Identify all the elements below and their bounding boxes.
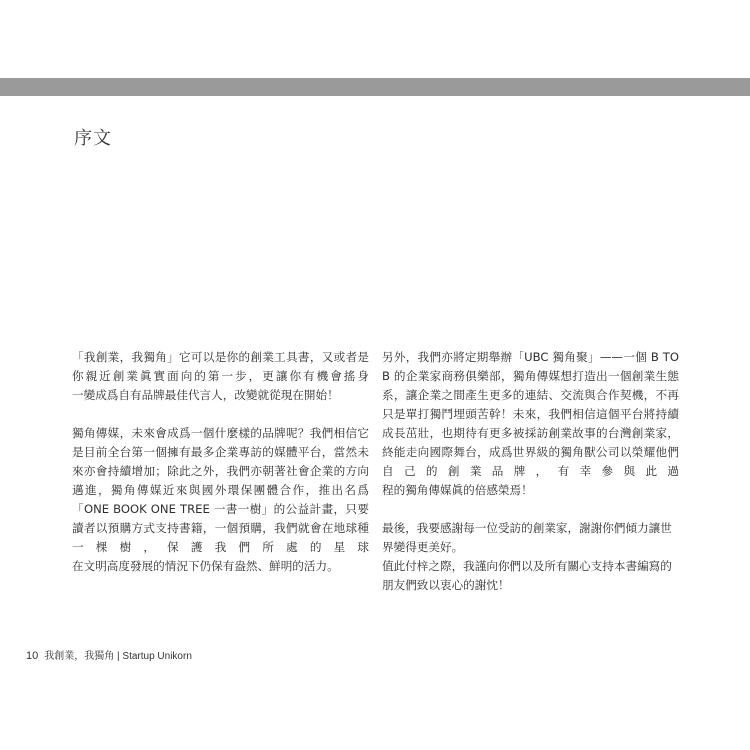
running-title: 我創業，我獨角 | Startup Unikorn [44,651,192,662]
left-column [72,348,369,595]
left-paragraph-2-last-line: 在文明高度發展的情況下仍保有盎然、鮮明的活力。 [72,559,339,573]
page-number: 10 [26,650,39,662]
header-bar [0,78,750,96]
left-paragraph-2-body: 獨角傳媒，未來會成爲一個什麼樣的品牌呢？我們相信它是目前全台第一個擁有最多企業專訪的媒體平台，當然未來亦會持續增加；除此之外，我們亦朝著社會企業的方向邁進，獨角傳媒近來與國外環保團體合作，推出名爲「ONE BOOK ONE TREE 一書一樹」的公益計畫，只要讀者以預購方式支持書籍，一個預購，我們就會在地球種一棵樹，保護我們所處的星球 [72,426,369,554]
right-paragraph-1-body: 另外，我們亦將定期舉辦「UBC 獨角聚」——一個 B TO B 的企業家商務俱樂部，獨角傳媒想打造出一個創業生態系，讓企業之間產生更多的連結、交流與合作契機，不再只是單打獨鬥埋頭苦幹！未來，我們相信這個平台將持續成長茁壯，也期待有更多被採訪創業故事的台灣創業家，終能走向國際舞台，成爲世界級的獨角獸公司以榮耀他們自己的創業品牌，有幸參與此過 [382,350,679,478]
page-footer [26,647,192,662]
right-column [382,348,679,595]
left-paragraph-1-body: 「我創業，我獨角」它可以是你的創業工具書，又或者是你親近創業眞實面向的第一步，更讓你有機會搖身 [72,350,369,383]
left-paragraph-1 [72,348,369,405]
page-title: 序文 [74,128,112,149]
left-paragraph-1-last-line: 一變成爲自有品牌最佳代言人，改變就從現在開始！ [72,388,339,402]
right-paragraph-3: 值此付梓之際，我謹向你們以及所有關心支持本書編寫的朋友們致以衷心的謝忱！ [382,559,672,592]
right-paragraph-2: 最後，我要感謝每一位受訪的創業家，謝謝你們傾力讓世界變得更美好。 [382,521,672,554]
right-paragraph-1-last-line: 程的獨角傳媒眞的倍感榮焉！ [382,483,533,497]
right-paragraph-1 [382,348,679,500]
left-paragraph-2 [72,424,369,576]
